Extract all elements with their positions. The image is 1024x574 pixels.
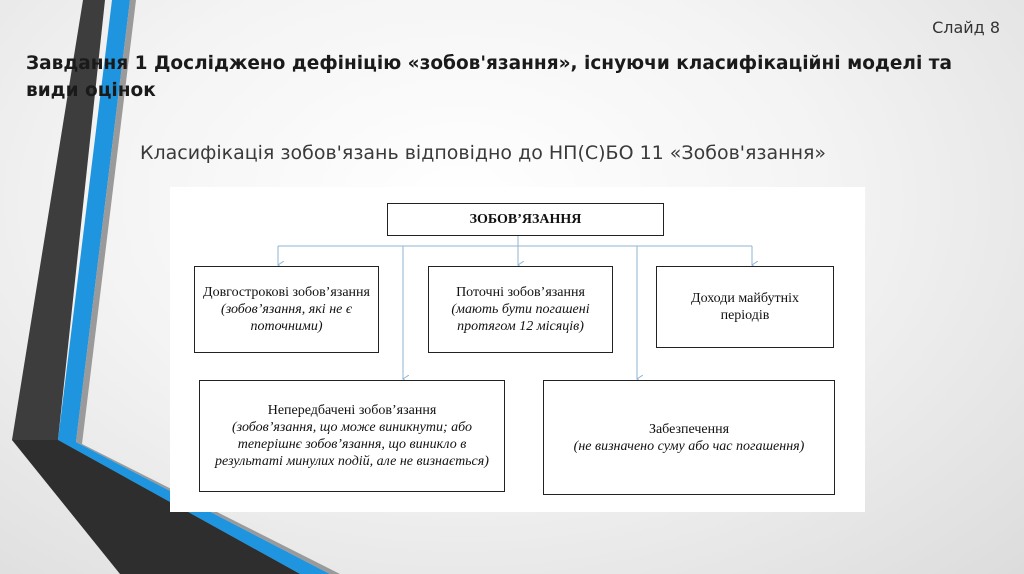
slide-title: Завдання 1 Досліджено дефініцію «зобов'язання», існуючи класифікаційні моделі та види оцінок (26, 53, 952, 101)
current-box (428, 266, 613, 353)
long-term-note: (зобов’язання, які не є поточними) (221, 302, 352, 334)
long-term-box (194, 266, 379, 353)
provisions-title: Забезпечення (648, 421, 730, 437)
slide-number: Слайд 8 (932, 18, 1000, 37)
contingent-title: Непередбачені зобов’язання (267, 403, 437, 418)
deferred-income-box (656, 266, 834, 348)
contingent-box (199, 380, 505, 492)
provisions-box (543, 380, 835, 495)
long-term-title: Довгострокові зобов’язання (203, 285, 370, 300)
current-title: Поточні зобов’язання (456, 285, 585, 300)
root-label: ЗОБОВ’ЯЗАННЯ (469, 212, 582, 227)
provisions-note: (не визначено суму або час погашення) (573, 438, 805, 454)
current-note: (мають бути погашені протягом 12 місяців) (451, 302, 590, 334)
slide-subtitle: Класифікація зобов'язань відповідно до НП(С)БО 11 «Зобов'язання» (140, 142, 827, 164)
root-box (387, 203, 664, 236)
classification-diagram (170, 187, 865, 512)
deferred-income-title: Доходи майбутніх періодів (691, 291, 799, 323)
contingent-note: (зобов’язання, що може виникнути; або теперішнє зобов’язання, що виникло в результаті минулих подій, але не визнається) (215, 420, 489, 469)
